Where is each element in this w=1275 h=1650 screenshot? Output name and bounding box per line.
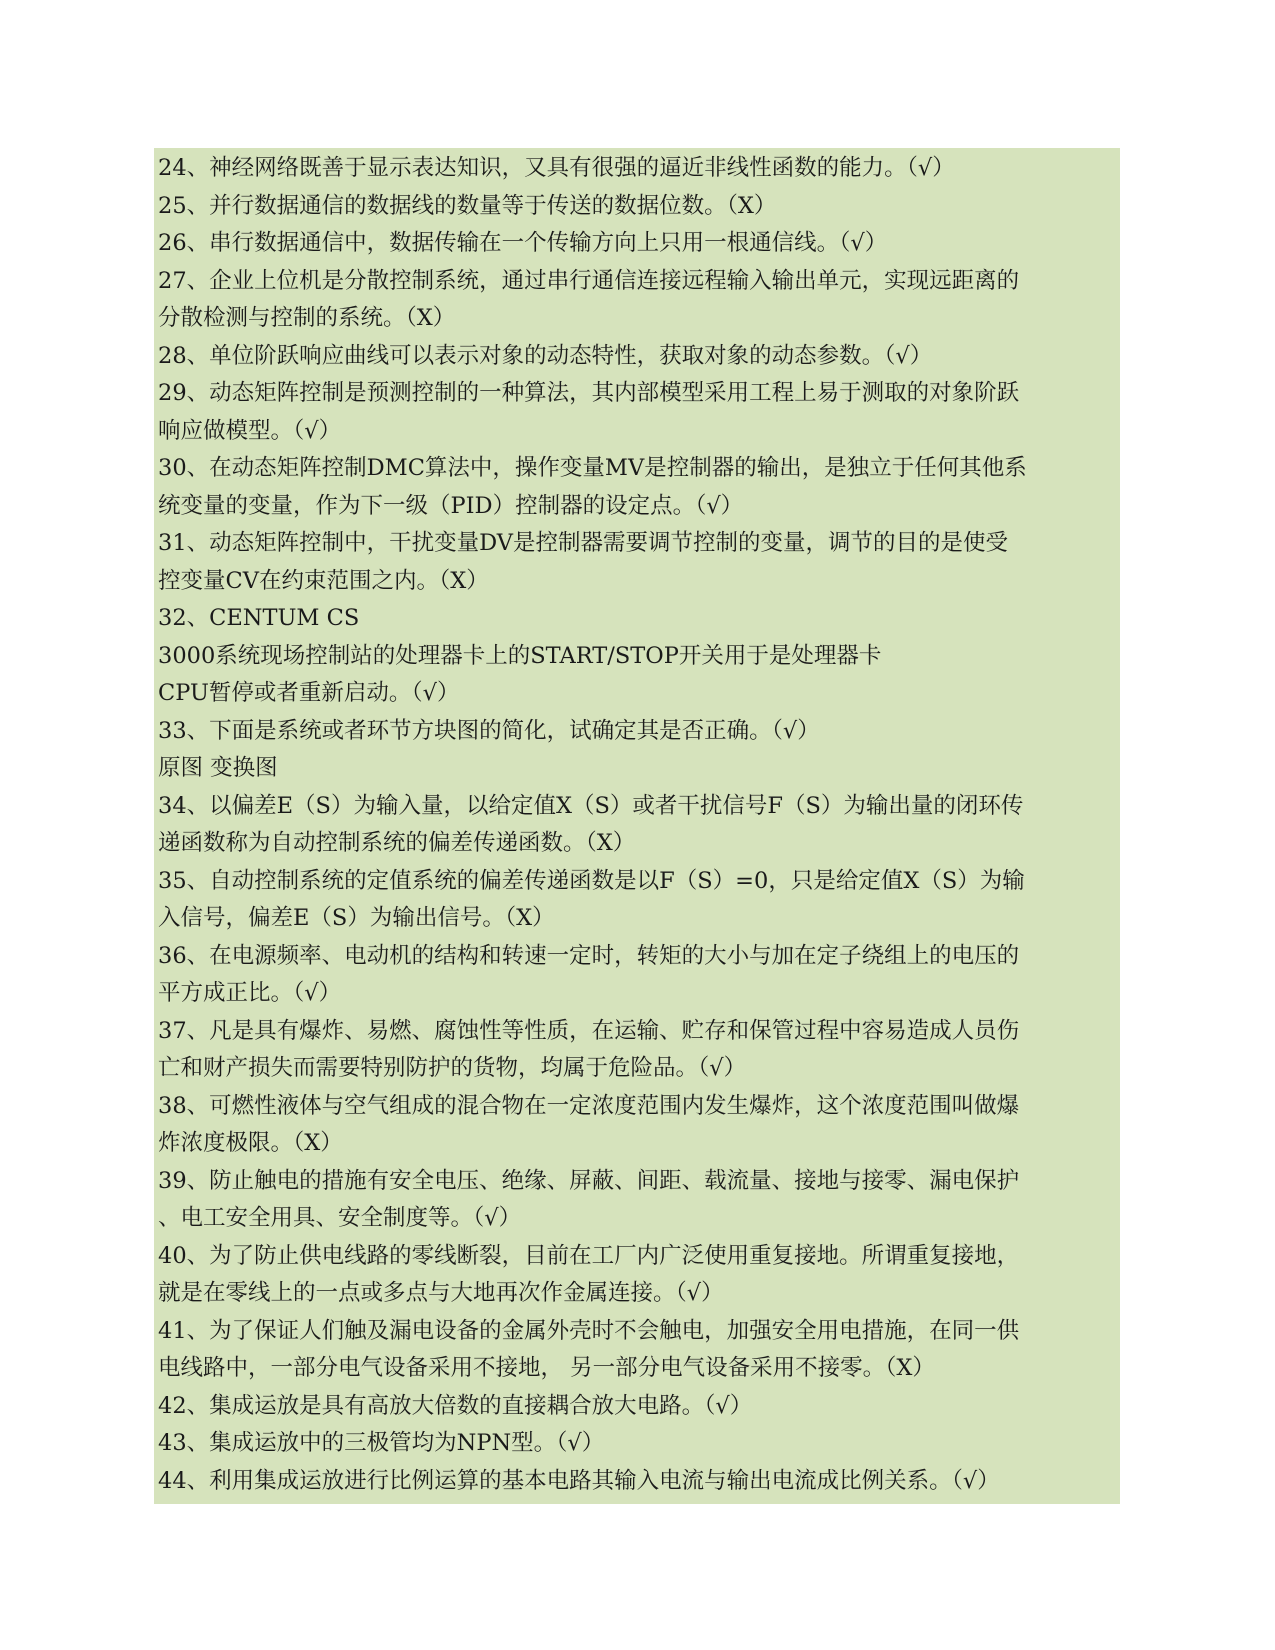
text-line: 25、并行数据通信的数据线的数量等于传送的数据位数。（X） <box>158 192 777 219</box>
text-line: 响应做模型。（√） <box>158 417 342 444</box>
text-line: 35、自动控制系统的定值系统的偏差传递函数是以F（S）=0，只是给定值X（S）为输 <box>158 867 1025 894</box>
text-line: 控变量CV在约束范围之内。（X） <box>158 567 489 594</box>
text-line: 33、下面是系统或者环节方块图的简化，试确定其是否正确。（√） <box>158 717 820 744</box>
text-line: 28、单位阶跃响应曲线可以表示对象的动态特性，获取对象的动态参数。（√） <box>158 342 933 369</box>
text-line: CPU暂停或者重新启动。（√） <box>158 680 460 706</box>
text-line: 26、串行数据通信中，数据传输在一个传输方向上只用一根通信线。（√） <box>158 230 888 256</box>
text-line: 入信号，偏差E（S）为输出信号。（X） <box>158 905 555 931</box>
text-line: 37、凡是具有爆炸、易燃、腐蚀性等性质，在运输、贮存和保管过程中容易造成人员伤 <box>158 1017 1020 1044</box>
text-line: 27、企业上位机是分散控制系统，通过串行通信连接远程输入输出单元，实现远距离的 <box>158 267 1020 294</box>
text-line: 29、动态矩阵控制是预测控制的一种算法，其内部模型采用工程上易于测取的对象阶跃 <box>158 380 1020 406</box>
text-line: 42、集成运放是具有高放大倍数的直接耦合放大电路。（√） <box>158 1392 753 1419</box>
text-line: 分散检测与控制的系统。（X） <box>158 305 456 331</box>
text-line: 36、在电源频率、电动机的结构和转速一定时，转矩的大小与加在定子绕组上的电压的 <box>158 942 1020 969</box>
text-line: 43、集成运放中的三极管均为NPN型。（√） <box>158 1430 605 1456</box>
text-line: 原图 变换图 <box>158 755 278 781</box>
text-line: 炸浓度极限。（X） <box>158 1130 343 1156</box>
text-line: 电线路中，一部分电气设备采用不接地， 另一部分电气设备采用不接零。（X） <box>158 1355 935 1381</box>
text-line: 32、CENTUM CS <box>158 605 360 631</box>
text-line: 3000系统现场控制站的处理器卡上的START/STOP开关用于是处理器卡 <box>158 642 882 669</box>
text-line: 30、在动态矩阵控制DMC算法中，操作变量MV是控制器的输出，是独立于任何其他系 <box>158 455 1027 481</box>
text-line: 34、以偏差E（S）为输入量，以给定值X（S）或者干扰信号F（S）为输出量的闭环传 <box>158 792 1024 819</box>
text-line: 40、为了防止供电线路的零线断裂，目前在工厂内广泛使用重复接地。所谓重复接地， <box>158 1242 1020 1269</box>
text-line: 41、为了保证人们触及漏电设备的金属外壳时不会触电，加强安全用电措施，在同一供 <box>158 1317 1020 1344</box>
text-line: 递函数称为自动控制系统的偏差传递函数。（X） <box>158 830 636 856</box>
text-line: 24、神经网络既善于显示表达知识，又具有很强的逼近非线性函数的能力。（√） <box>158 155 955 181</box>
text-line: 统变量的变量，作为下一级（PID）控制器的设定点。（√） <box>158 492 744 519</box>
text-line: 平方成正比。（√） <box>158 980 342 1006</box>
text-line: 38、可燃性液体与空气组成的混合物在一定浓度范围内发生爆炸，这个浓度范围叫做爆 <box>158 1092 1020 1119</box>
text-line: 44、利用集成运放进行比例运算的基本电路其输入电流与输出电流成比例关系。（√） <box>158 1467 1000 1494</box>
text-line: 就是在零线上的一点或多点与大地再次作金属连接。（√） <box>158 1280 724 1306</box>
text-line: 、电工安全用具、安全制度等。（√） <box>158 1205 522 1231</box>
text-line: 39、防止触电的措施有安全电压、绝缘、屏蔽、间距、载流量、接地与接零、漏电保护 <box>158 1167 1020 1194</box>
text-line: 亡和财产损失而需要特别防护的货物，均属于危险品。（√） <box>158 1055 747 1081</box>
highlighted-text-block <box>154 148 1120 1504</box>
text-line: 31、动态矩阵控制中，干扰变量DV是控制器需要调节控制的变量，调节的目的是使受 <box>158 530 1009 556</box>
